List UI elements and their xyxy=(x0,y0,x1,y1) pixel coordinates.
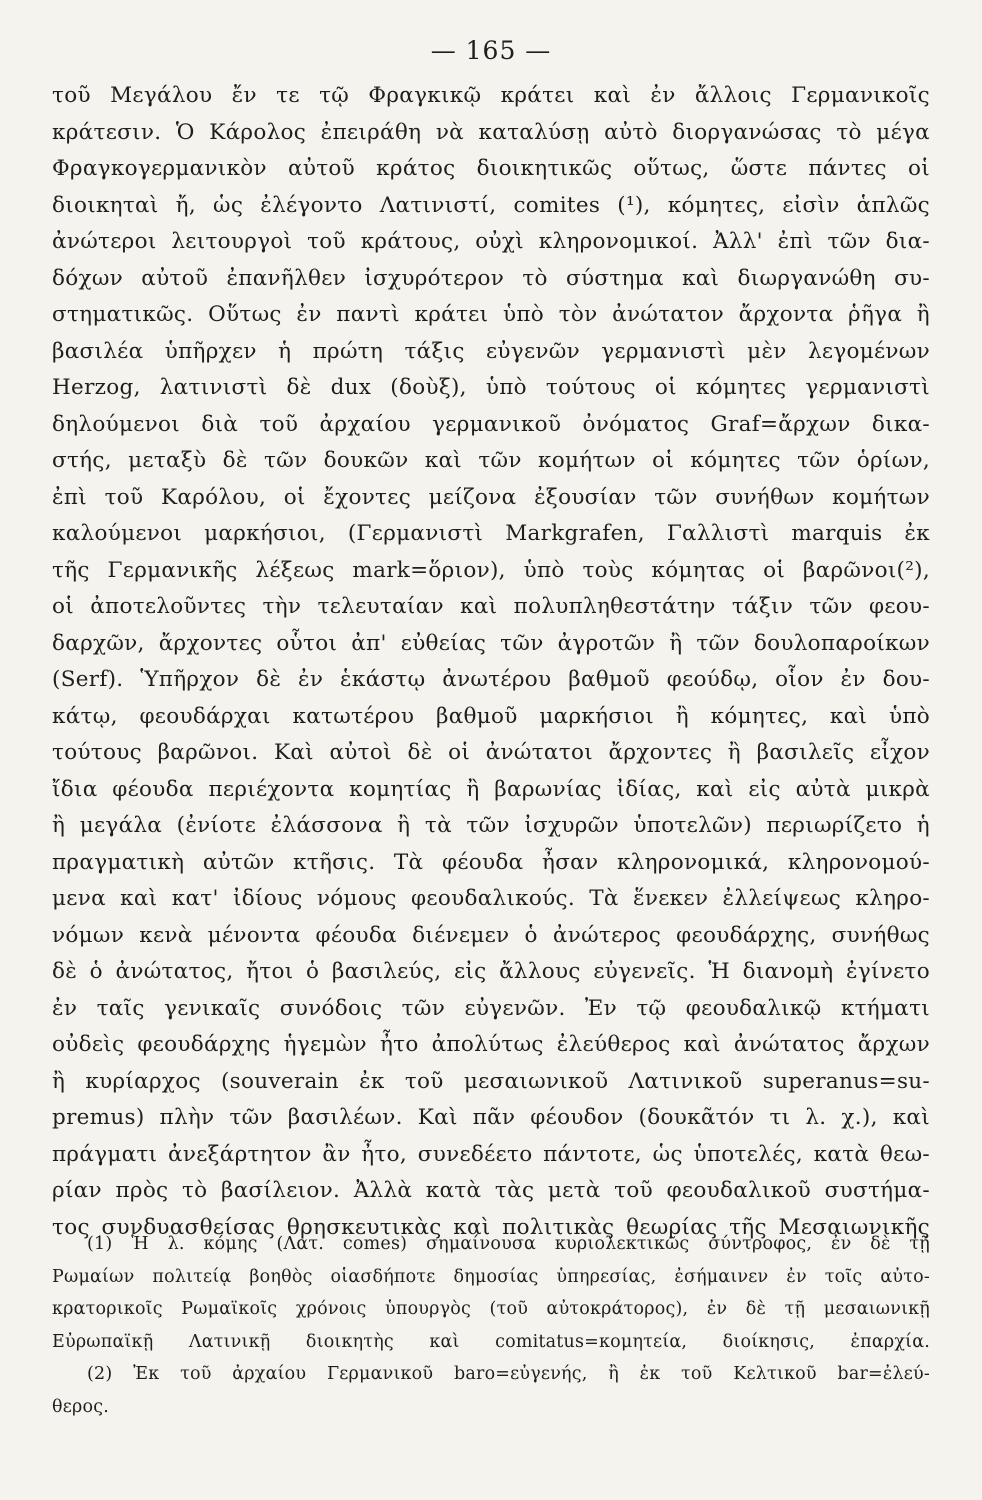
text-line: δηλούμενοι διὰ τοῦ ἀρχαίου γερμανικοῦ ὀνόματος Graf=ἄρχων δικα- xyxy=(52,411,930,437)
text-line: δόχων αὐτοῦ ἐπανῆλθεν ἰσχυρότερον τὸ σύστημα καὶ διωργανώθη συ- xyxy=(52,265,930,291)
text-line: οὐδεὶς φεουδάρχης ἡγεμὼν ἦτο ἀπολύτως ἐλεύθερος καὶ ἀνώτατος ἄρχων xyxy=(52,1032,930,1057)
text-line: ἴδια φέουδα περιέχοντα κομητίας ἢ βαρωνίας ἰδίας, καὶ εἰς αὐτὰ μικρὰ xyxy=(52,776,930,802)
footnote-line: θερος. xyxy=(52,1396,109,1417)
footnote-line: (1) Ἡ λ. κόμης (Λατ. comes) σημαίνουσα κυριολεκτικῶς σύντροφος, ἐν δὲ τῇ xyxy=(87,1234,930,1254)
body-text xyxy=(52,78,930,1246)
text-line: νόμων κενὰ μένοντα φέουδα διένεμεν ὁ ἀνώτερος φεουδάρχης, συνήθως xyxy=(52,922,930,948)
text-line: οἱ ἀποτελοῦντες τὴν τελευταίαν καὶ πολυπληθεστάτην τάξιν τῶν φεου- xyxy=(52,594,930,619)
text-line: ἐν ταῖς γενικαῖς συνόδοις τῶν εὐγενῶν. Ἐν τῷ φεουδαλικῷ κτήματι xyxy=(52,995,930,1021)
text-line: διοικηταὶ ἤ, ὡς ἐλέγοντο Λατινιστί, comites (¹), κόμητες, εἰσὶν ἁπλῶς xyxy=(52,192,930,218)
footnote-line: Εὐρωπαϊκῇ Λατινικῇ διοικητὴς καὶ comitatus=κομητεία, διοίκησις, ἐπαρχία. xyxy=(52,1331,930,1352)
text-line: μενα καὶ κατ' ἰδίους νόμους φεουδαλικούς. Τὰ ἕνεκεν ἐλλείψεως κληρο- xyxy=(52,886,930,911)
text-line: πράγματι ἀνεξάρτητον ἂν ἦτο, συνεδέετο πάντοτε, ὡς ὑποτελές, κατὰ θεω- xyxy=(52,1141,930,1167)
footnote-line: κρατορικοῖς Ρωμαϊκοῖς χρόνοις ὑπουργὸς (τοῦ αὐτοκράτορος), ἐν δὲ τῇ μεσαιωνικῇ xyxy=(52,1299,930,1319)
page-number: — 165 — xyxy=(430,36,552,65)
text-line: τούτους βαρῶνοι. Καὶ αὐτοὶ δὲ οἱ ἀνώτατοι ἄρχοντες ἢ βασιλεῖς εἶχον xyxy=(52,740,930,765)
text-line: στής, μεταξὺ δὲ τῶν δουκῶν καὶ τῶν κομήτων οἱ κόμητες τῶν ὁρίων, xyxy=(52,448,930,473)
text-line: τοῦ Μεγάλου ἔν τε τῷ Φραγκικῷ κράτει καὶ ἐν ἄλλοις Γερμανικοῖς xyxy=(52,83,930,108)
text-line: (Serf). Ὑπῆρχον δὲ ἐν ἑκάστῳ ἀνωτέρου βαθμοῦ φεούδῳ, οἷον ἐν δου- xyxy=(52,667,930,692)
text-line: ἢ μεγάλα (ἐνίοτε ἐλάσσονα ἢ τὰ τῶν ἰσχυρῶν ὑποτελῶν) περιωρίζετο ἡ xyxy=(52,813,930,838)
footnote-line: Ρωμαίων πολιτείᾳ βοηθὸς οἱασδήποτε δημοσίας ὑπηρεσίας, ἐσήμαινεν ἐν τοῖς αὐτο- xyxy=(52,1266,930,1287)
text-line: Herzog, λατινιστὶ δὲ dux (δοὺξ), ὑπὸ τούτους οἱ κόμητες γερμανιστὶ xyxy=(52,375,930,400)
text-line: ἐπὶ τοῦ Καρόλου, οἱ ἔχοντες μείζονα ἐξουσίαν τῶν συνήθων κομήτων xyxy=(52,484,930,510)
text-line: στηματικῶς. Οὕτως ἐν παντὶ κράτει ὑπὸ τὸν ἀνώτατον ἄρχοντα ῥῆγα ἢ xyxy=(52,302,930,327)
text-line: ρίαν πρὸς τὸ βασίλειον. Ἀλλὰ κατὰ τὰς μετὰ τοῦ φεουδαλικοῦ συστήμα- xyxy=(52,1178,930,1203)
text-line: δαρχῶν, ἄρχοντες οὗτοι ἀπ' εὐθείας τῶν ἀγροτῶν ἢ τῶν δουλοπαροίκων xyxy=(52,630,930,656)
text-line: ἢ κυρίαρχος (souverain ἐκ τοῦ μεσαιωνικοῦ Λατινικοῦ superanus=su- xyxy=(52,1068,930,1094)
text-line: καλούμενοι μαρκήσιοι, (Γερμανιστὶ Markgrafen, Γαλλιστὶ marquis ἐκ xyxy=(52,521,930,546)
text-line: βασιλέα ὑπῆρχεν ἡ πρώτη τάξις εὐγενῶν γερμανιστὶ μὲν λεγομένων xyxy=(52,338,930,364)
footnote-line: (2) Ἐκ τοῦ ἀρχαίου Γερμανικοῦ baro=εὐγενής, ἢ ἐκ τοῦ Κελτικοῦ bar=ἐλεύ- xyxy=(87,1364,930,1384)
text-line: ἀνώτεροι λειτουργοὶ τοῦ κράτους, οὐχὶ κληρονομικοί. Ἀλλ' ἐπὶ τῶν δια- xyxy=(52,229,930,254)
text-line: Φραγκογερμανικὸν αὐτοῦ κράτος διοικητικῶς οὕτως, ὥστε πάντες οἱ xyxy=(52,156,930,181)
text-line: τος συνδυασθείσας θρησκευτικὰς καὶ πολιτικὰς θεωρίας τῆς Μεσαιωνικῆς xyxy=(52,1214,930,1240)
text-line: δὲ ὁ ἀνώτατος, ἤτοι ὁ βασιλεύς, εἰς ἄλλους εὐγενεῖς. Ἡ διανομὴ ἐγίνετο xyxy=(52,959,930,984)
text-line: premus) πλὴν τῶν βασιλέων. Καὶ πᾶν φέουδον (δουκᾶτόν τι λ. χ.), καὶ xyxy=(52,1105,930,1130)
text-line: τῆς Γερμανικῆς λέξεως mark=ὅριον), ὑπὸ τοὺς κόμητας οἱ βαρῶνοι(²), xyxy=(52,557,930,583)
text-line: κράτεσιν. Ὁ Κάρολος ἐπειράθη νὰ καταλύσῃ αὐτὸ διοργανώσας τὸ μέγα xyxy=(52,119,930,145)
text-line: πραγματικὴ αὐτῶν κτῆσις. Τὰ φέουδα ἦσαν κληρονομικά, κληρονομού- xyxy=(52,849,930,875)
footnotes xyxy=(52,1228,930,1423)
text-line: κάτῳ, φεουδάρχαι κατωτέρου βαθμοῦ μαρκήσιοι ἢ κόμητες, καὶ ὑπὸ xyxy=(52,703,930,729)
